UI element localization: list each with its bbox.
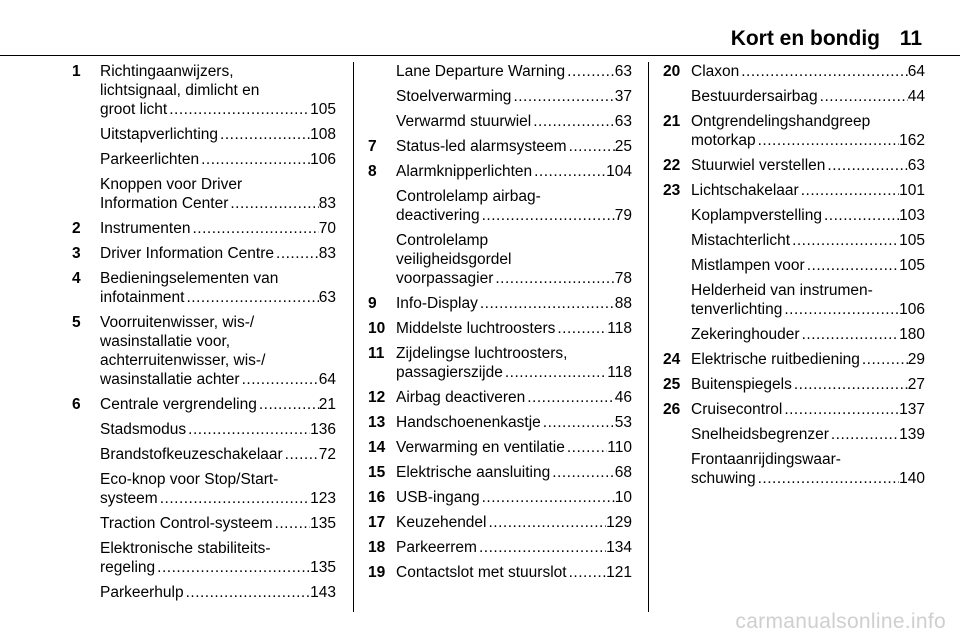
entry-text: passagierszijde (396, 364, 503, 381)
dot-leader (860, 350, 908, 369)
dot-leader (240, 370, 319, 389)
index-column-2 (368, 62, 632, 588)
entry-text: Mistlampen voor (691, 257, 805, 274)
entry-text: Handschoenenkastje (396, 414, 541, 431)
page-reference: 44 (907, 88, 925, 105)
index-entry (72, 269, 336, 307)
index-entry (368, 294, 632, 313)
dot-leader (477, 538, 606, 557)
page-reference: 68 (614, 464, 632, 481)
item-number: 20 (663, 63, 681, 80)
column-divider (353, 62, 354, 612)
item-number: 22 (663, 157, 681, 174)
page-reference: 53 (614, 414, 632, 431)
index-entry (368, 112, 632, 131)
item-number: 8 (368, 163, 377, 180)
page-reference: 108 (310, 126, 336, 143)
item-number: 25 (663, 376, 681, 393)
index-entry (663, 450, 925, 488)
item-number: 19 (368, 564, 386, 581)
item-number: 15 (368, 464, 386, 481)
dot-leader (503, 363, 607, 382)
item-number: 23 (663, 182, 681, 199)
index-entry (368, 463, 632, 482)
index-entry (368, 62, 632, 81)
page-reference: 88 (614, 295, 632, 312)
entry-text: Bestuurdersairbag (691, 88, 818, 105)
item-number: 16 (368, 489, 386, 506)
page-reference: 162 (899, 132, 925, 149)
dot-leader (218, 125, 310, 144)
item-number: 18 (368, 539, 386, 556)
entry-text: Ontgrendelingshandgreep (691, 113, 871, 130)
entry-text: USB-ingang (396, 489, 480, 506)
entry-text: Zekeringhouder (691, 326, 800, 343)
page-reference: 63 (614, 113, 632, 130)
dot-leader (184, 583, 311, 602)
page-reference: 101 (899, 182, 925, 199)
entry-text: Verwarmd stuurwiel (396, 113, 532, 130)
entry-text: Lane Departure Warning (396, 63, 566, 80)
page-reference: 37 (614, 88, 632, 105)
item-number: 9 (368, 295, 377, 312)
page-reference: 105 (899, 257, 925, 274)
dot-leader (756, 131, 900, 150)
item-number: 24 (663, 351, 681, 368)
entry-text: achterruitenwisser, wis-/ (100, 352, 266, 369)
dot-leader (818, 87, 908, 106)
entry-text: deactivering (396, 207, 480, 224)
entry-text: infotainment (100, 289, 185, 306)
dot-leader (186, 420, 310, 439)
index-entry (368, 488, 632, 507)
item-number: 14 (368, 439, 386, 456)
index-entry (368, 513, 632, 532)
entry-text: Knoppen voor Driver (100, 176, 243, 193)
entry-text: Info-Display (396, 295, 478, 312)
entry-text: Voorruitenwisser, wis-/ (100, 314, 255, 331)
entry-text: systeem (100, 490, 158, 507)
index-entry (368, 413, 632, 432)
page-reference: 118 (607, 364, 632, 381)
page-reference: 79 (614, 207, 632, 224)
page-reference: 118 (607, 320, 632, 337)
entry-text: Stoelverwarming (396, 88, 512, 105)
index-entry (663, 181, 925, 200)
entry-text: Elektrische aansluiting (396, 464, 551, 481)
entry-text: Elektrische ruitbediening (691, 351, 860, 368)
dot-leader (555, 319, 607, 338)
index-entry (72, 395, 336, 414)
index-entry (368, 538, 632, 557)
entry-text: Bedieningselementen van (100, 270, 279, 287)
entry-text: Claxon (691, 63, 740, 80)
page-reference: 106 (310, 151, 336, 168)
index-entry (72, 445, 336, 464)
item-number: 26 (663, 401, 681, 418)
page-number: 11 (899, 27, 922, 50)
index-entry (663, 256, 925, 275)
item-number: 21 (663, 113, 681, 130)
dot-leader (565, 438, 607, 457)
item-number: 5 (72, 314, 81, 331)
page-reference: 64 (907, 63, 925, 80)
dot-leader (274, 244, 319, 263)
page-reference: 70 (318, 220, 336, 237)
entry-text: wasinstallatie voor, (100, 333, 231, 350)
index-entry (368, 137, 632, 156)
entry-text: Instrumenten (100, 220, 191, 237)
item-number: 12 (368, 389, 386, 406)
entry-text: Controlelamp airbag- (396, 188, 541, 205)
page-reference: 10 (614, 489, 632, 506)
entry-text: Airbag deactiveren (396, 389, 526, 406)
entry-text: Richtingaanwijzers, (100, 63, 234, 80)
dot-leader (158, 489, 310, 508)
entry-text: Stadsmodus (100, 421, 187, 438)
index-entry (663, 325, 925, 344)
index-entry (663, 281, 925, 319)
entry-text: veiligheidsgordel (396, 251, 512, 268)
page-reference: 110 (607, 439, 632, 456)
page-reference: 105 (310, 101, 336, 118)
entry-text: Snelheidsbegrenzer (691, 426, 829, 443)
item-number: 2 (72, 220, 81, 237)
index-entry (368, 319, 632, 338)
item-number: 1 (72, 63, 81, 80)
index-entry (72, 470, 336, 508)
entry-text: regeling (100, 559, 156, 576)
entry-text: Frontaanrijdingswaar- (691, 451, 841, 468)
dot-leader (782, 300, 899, 319)
dot-leader (532, 162, 606, 181)
dot-leader (567, 137, 615, 156)
index-entry (72, 539, 336, 577)
entry-text: wasinstallatie achter (100, 371, 240, 388)
page-reference: 135 (310, 559, 336, 576)
entry-text: Helderheid van instrumen- (691, 282, 873, 299)
index-entry (368, 187, 632, 225)
dot-leader (480, 488, 615, 507)
page-reference: 27 (907, 376, 925, 393)
page-reference: 121 (606, 564, 632, 581)
index-entry (663, 62, 925, 81)
page-reference: 134 (606, 539, 632, 556)
index-entry (72, 244, 336, 263)
index-column-3 (663, 62, 925, 494)
index-entry (72, 219, 336, 238)
watermark: carmanualsonline.info (735, 610, 946, 633)
entry-text: Mistachterlicht (691, 232, 791, 249)
entry-text: Controlelamp (396, 232, 489, 249)
index-entry (368, 231, 632, 288)
item-number: 6 (72, 396, 81, 413)
index-entry (368, 344, 632, 382)
index-entry (72, 62, 336, 119)
index-entry (663, 206, 925, 225)
entry-text: Parkeerhulp (100, 584, 184, 601)
entry-text: schuwing (691, 470, 756, 487)
dot-leader (567, 563, 607, 582)
index-entry (663, 400, 925, 419)
index-entry (663, 87, 925, 106)
page-reference: 63 (614, 63, 632, 80)
page-reference: 83 (318, 245, 336, 262)
entry-text: tenverlichting (691, 301, 783, 318)
entry-text: Parkeerrem (396, 539, 477, 556)
entry-text: Alarmknipperlichten (396, 163, 533, 180)
page-reference: 129 (606, 514, 632, 531)
page-reference: 123 (310, 490, 336, 507)
entry-text: Verwarming en ventilatie (396, 439, 565, 456)
index-entry (72, 313, 336, 389)
entry-text: Stuurwiel verstellen (691, 157, 826, 174)
item-number: 7 (368, 138, 377, 155)
item-number: 11 (368, 345, 385, 362)
index-entry (72, 150, 336, 169)
item-number: 10 (368, 320, 386, 337)
entry-text: Zijdelingse luchtroosters, (396, 345, 568, 362)
index-entry (72, 420, 336, 439)
dot-leader (805, 256, 899, 275)
dot-leader (283, 445, 319, 464)
dot-leader (167, 100, 310, 119)
page-reference: 72 (318, 446, 336, 463)
dot-leader (822, 206, 899, 225)
entry-text: Lichtschakelaar (691, 182, 799, 199)
dot-leader (493, 269, 614, 288)
entry-text: Elektronische stabiliteits- (100, 540, 271, 557)
dot-leader (184, 288, 318, 307)
entry-text: Driver Information Centre (100, 245, 275, 262)
index-entry (72, 125, 336, 144)
dot-leader (541, 413, 615, 432)
entry-text: Middelste luchtroosters (396, 320, 556, 337)
column-divider (648, 62, 649, 612)
index-entry (72, 583, 336, 602)
entry-text: Eco-knop voor Stop/Start- (100, 471, 279, 488)
index-entry (663, 350, 925, 369)
dot-leader (531, 112, 615, 131)
item-number: 17 (368, 514, 386, 531)
dot-leader (790, 231, 899, 250)
entry-text: Traction Control-systeem (100, 515, 273, 532)
index-entry (368, 388, 632, 407)
entry-text: Koplampverstelling (691, 207, 822, 224)
page-reference: 64 (318, 371, 336, 388)
dot-leader (782, 400, 899, 419)
entry-text: Centrale vergrendeling (100, 396, 257, 413)
item-number: 4 (72, 270, 81, 287)
index-column-1 (72, 62, 336, 608)
entry-text: Uitstapverlichting (100, 126, 219, 143)
item-number: 13 (368, 414, 386, 431)
dot-leader (792, 375, 908, 394)
page-reference: 63 (907, 157, 925, 174)
entry-text: Status-led alarmsysteem (396, 138, 567, 155)
page-reference: 139 (899, 426, 925, 443)
dot-leader (525, 388, 615, 407)
dot-leader (756, 469, 900, 488)
index-entry (368, 563, 632, 582)
dot-leader (478, 294, 615, 313)
dot-leader (273, 514, 311, 533)
index-entry (663, 231, 925, 250)
page-reference: 136 (310, 421, 336, 438)
index-entry (368, 438, 632, 457)
page-reference: 103 (899, 207, 925, 224)
page-reference: 105 (899, 232, 925, 249)
dot-leader (257, 395, 319, 414)
page-reference: 46 (614, 389, 632, 406)
entry-text: voorpassagier (396, 270, 494, 287)
dot-leader (199, 150, 310, 169)
page-reference: 29 (907, 351, 925, 368)
page-reference: 180 (899, 326, 925, 343)
page-reference: 78 (614, 270, 632, 287)
dot-leader (800, 325, 900, 344)
dot-leader (228, 194, 318, 213)
entry-text: Parkeerlichten (100, 151, 200, 168)
index-entry (368, 87, 632, 106)
entry-text: Cruisecontrol (691, 401, 783, 418)
page-reference: 143 (310, 584, 336, 601)
dot-leader (480, 206, 615, 225)
dot-leader (829, 425, 899, 444)
page-reference: 135 (310, 515, 336, 532)
dot-leader (190, 219, 318, 238)
index-entry (72, 175, 336, 213)
entry-text: Information Center (100, 195, 229, 212)
item-number: 3 (72, 245, 81, 262)
index-entry (663, 375, 925, 394)
page-reference: 83 (318, 195, 336, 212)
entry-text: Contactslot met stuurslot (396, 564, 567, 581)
entry-text: motorkap (691, 132, 756, 149)
page-reference: 25 (614, 138, 632, 155)
dot-leader (487, 513, 607, 532)
dot-leader (155, 558, 310, 577)
page-title: Kort en bondig (730, 27, 880, 50)
page-reference: 104 (606, 163, 632, 180)
index-entry (368, 162, 632, 181)
dot-leader (550, 463, 615, 482)
entry-text: Brandstofkeuzeschakelaar (100, 446, 283, 463)
page-reference: 63 (318, 289, 336, 306)
page-header (0, 0, 960, 56)
page-reference: 21 (318, 396, 336, 413)
page-reference: 140 (899, 470, 925, 487)
page-reference: 137 (899, 401, 925, 418)
entry-text: Buitenspiegels (691, 376, 792, 393)
entry-text: groot licht (100, 101, 168, 118)
index-entry (663, 112, 925, 150)
dot-leader (799, 181, 899, 200)
dot-leader (565, 62, 615, 81)
dot-leader (739, 62, 908, 81)
dot-leader (511, 87, 614, 106)
dot-leader (825, 156, 907, 175)
index-entry (72, 514, 336, 533)
index-entry (663, 425, 925, 444)
page-reference: 106 (899, 301, 925, 318)
index-entry (663, 156, 925, 175)
entry-text: Keuzehendel (396, 514, 487, 531)
entry-text: lichtsignaal, dimlicht en (100, 82, 260, 99)
